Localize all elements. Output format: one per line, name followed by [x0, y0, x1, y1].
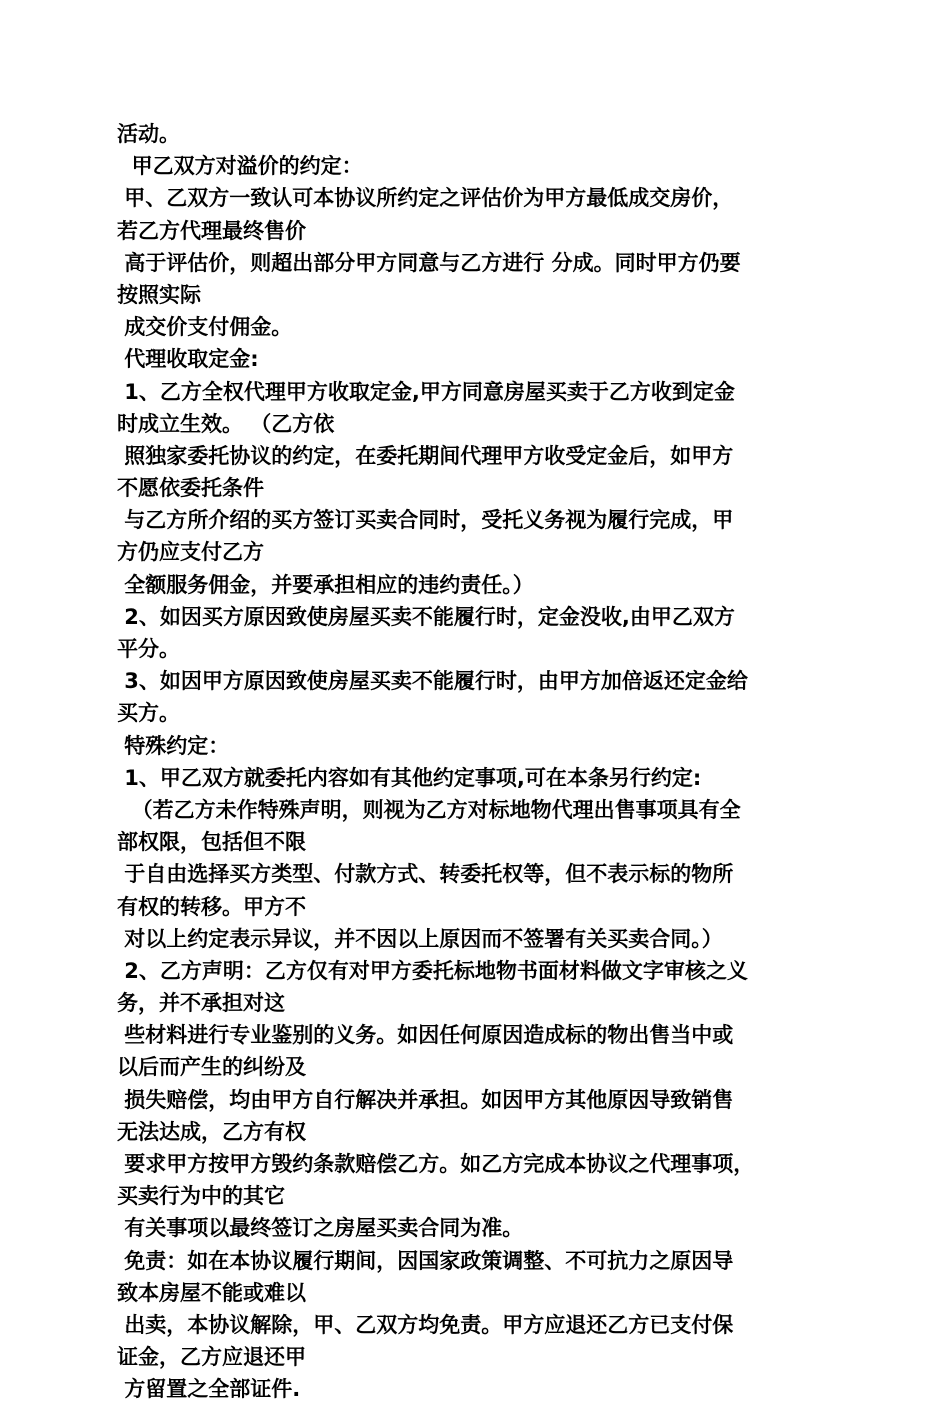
text-line: 损失赔偿，均由甲方自行解决并承担。如因甲方其他原因导致销售	[117, 1087, 734, 1112]
text-line: 按照实际	[117, 282, 201, 307]
text-line: 活动。	[117, 122, 180, 146]
text-line: 方仍应支付乙方	[117, 540, 264, 565]
text-line: 对以上约定表示异议，并不因以上原因而不签署有关买卖合同。）	[117, 926, 723, 951]
text-line: 买方。	[117, 701, 180, 726]
text-line: 于自由选择买方类型、付款方式、转委托权等，但不表示标的物所	[117, 862, 734, 887]
text-line: 部权限，包括但不限	[117, 830, 306, 855]
text-line: 若乙方代理最终售价	[117, 218, 306, 243]
text-line: 1、甲乙双方就委托内容如有其他约定事项,可在本条另行约定:	[117, 765, 702, 790]
text-line: 买卖行为中的其它	[117, 1184, 285, 1209]
text-line: 特殊约定：	[117, 733, 230, 758]
text-line: 平分。	[117, 637, 180, 661]
text-line: 与乙方所介绍的买方签订买卖合同时，受托义务视为履行完成，甲	[117, 508, 734, 533]
text-line: 甲乙双方对溢价的约定：	[117, 154, 363, 179]
text-line: 以后而产生的纠纷及	[117, 1055, 306, 1080]
text-line: 无法达成，乙方有权	[117, 1119, 306, 1144]
text-line: 免责：如在本协议履行期间，因国家政策调整、不可抗力之原因导	[117, 1248, 734, 1273]
text-line: 证金，乙方应退还甲	[117, 1345, 306, 1370]
text-line: 高于评估价，则超出部分甲方同意与乙方进行 分成。同时甲方仍要	[117, 250, 741, 275]
text-line: 有权的转移。甲方不	[117, 894, 306, 919]
text-line: 代理收取定金:	[117, 347, 259, 372]
text-line: 时成立生效。 （乙方依	[117, 411, 335, 436]
text-line: 甲、乙双方一致认可本协议所约定之评估价为甲方最低成交房价，	[117, 186, 734, 211]
text-line: 有关事项以最终签订之房屋买卖合同为准。	[117, 1216, 524, 1241]
text-line: 不愿依委托条件	[117, 476, 264, 501]
text-line: 3、如因甲方原因致使房屋买卖不能履行时，由甲方加倍返还定金给	[117, 669, 748, 694]
text-line: 些材料进行专业鉴别的义务。如因任何原因造成标的物出售当中或	[117, 1023, 734, 1048]
text-line: （若乙方未作特殊声明，则视为乙方对标地物代理出售事项具有全	[117, 797, 741, 822]
text-line: 成交价支付佣金。	[117, 315, 293, 340]
text-line: 全额服务佣金，并要承担相应的违约责任。）	[117, 572, 534, 597]
text-line: 照独家委托协议的约定，在委托期间代理甲方收受定金后，如甲方	[117, 443, 734, 468]
text-line: 2、如因买方原因致使房屋买卖不能履行时，定金没收,由甲乙双方	[117, 604, 735, 629]
text-line: 出卖，本协议解除，甲、乙双方均免责。甲方应退还乙方已支付保	[117, 1312, 734, 1337]
text-line: 1、乙方全权代理甲方收取定金,甲方同意房屋买卖于乙方收到定金	[117, 379, 735, 404]
text-line: 务，并不承担对这	[117, 991, 285, 1016]
text-line: 致本房屋不能或难以	[117, 1280, 306, 1305]
text-line: 方留置之全部证件.	[117, 1377, 301, 1402]
text-line: 2、乙方声明：乙方仅有对甲方委托标地物书面材料做文字审核之义	[117, 958, 748, 983]
text-line: 要求甲方按甲方毁约条款赔偿乙方。如乙方完成本协议之代理事项，	[117, 1152, 755, 1176]
document-body	[117, 118, 833, 1406]
